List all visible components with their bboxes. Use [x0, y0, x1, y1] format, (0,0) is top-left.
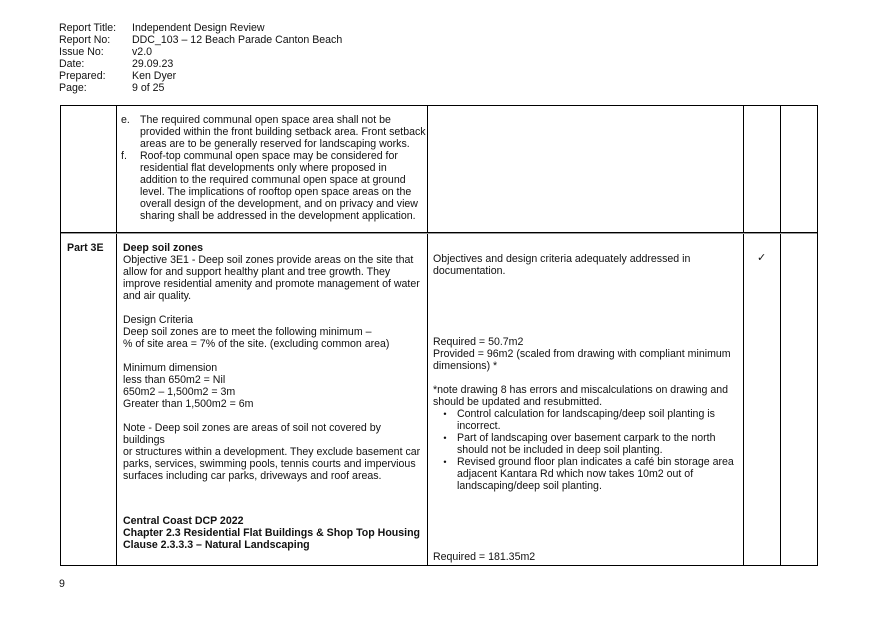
bullet-icon: •	[443, 433, 447, 443]
text-line: The required communal open space area shall not be	[140, 114, 391, 126]
bullet-text	[457, 408, 715, 432]
text-line: Clause 2.3.3.3 – Natural Landscaping	[123, 539, 310, 551]
page-number: 9	[59, 578, 65, 590]
text-line: Provided = 96m2 (scaled from drawing with compliant minimum	[433, 348, 731, 360]
text-line: Central Coast DCP 2022	[123, 515, 244, 527]
text-line: and air quality.	[123, 290, 192, 302]
text-line: Note - Deep soil zones are areas of soil not covered by buildings	[123, 422, 381, 446]
bullet-item	[433, 456, 738, 492]
header-label: Report No:	[59, 34, 111, 46]
list-item-text	[140, 150, 418, 222]
row-divider	[61, 232, 817, 234]
text-line: documentation.	[433, 265, 506, 277]
text-line: should be updated and resubmitted.	[433, 396, 603, 408]
text-line: Chapter 2.3 Residential Flat Buildings & Shop Top Housing	[123, 527, 421, 539]
list-item-e	[121, 114, 426, 150]
text-line: should not be included in deep soil planting.	[457, 444, 663, 456]
text-line: adjacent Kantara Rd which now takes 10m2 out of	[457, 468, 694, 480]
text-line: residential flat developments only where proposed in	[140, 162, 387, 174]
report-header	[59, 22, 342, 94]
bullet-item	[433, 432, 738, 456]
list-letter: e.	[121, 114, 130, 126]
text-line: Minimum dimension	[123, 362, 218, 374]
text-line: areas are to be generally reserved for landscaping works.	[140, 138, 410, 150]
text-line: level. The implications of rooftop open space areas on the	[140, 186, 412, 198]
text-line: Part of landscaping over basement carpark to the north	[457, 432, 716, 444]
column-divider	[427, 105, 428, 565]
text-line: sharing shall be addressed in the development application.	[140, 210, 416, 222]
column-divider	[743, 105, 744, 565]
text-line: Greater than 1,500m2 = 6m	[123, 398, 254, 410]
list-item-f	[121, 150, 426, 222]
text-line: Objective 3E1 - Deep soil zones provide areas on the site that	[123, 254, 414, 266]
text-line: or structures within a development. They exclude basement car	[123, 446, 421, 458]
text-line: improve residential amenity and promote management of water	[123, 278, 420, 290]
header-row-date	[59, 58, 342, 70]
header-label: Issue No:	[59, 46, 104, 58]
header-value: v2.0	[132, 46, 153, 58]
requirements-cell	[123, 242, 423, 482]
checkmark-icon: ✓	[757, 252, 767, 264]
bullet-text	[457, 432, 716, 456]
header-value: DDC_103 – 12 Beach Parade Canton Beach	[132, 34, 343, 46]
header-value: 29.09.23	[132, 58, 174, 70]
text-line: less than 650m2 = Nil	[123, 374, 226, 386]
text-line: dimensions) *	[433, 360, 498, 372]
text-line: Deep soil zones are to meet the following minimum –	[123, 326, 372, 338]
text-line: Control calculation for landscaping/deep soil planting is	[457, 408, 715, 420]
header-label: Date:	[59, 58, 85, 70]
dcp-reference	[123, 515, 423, 551]
text-line: landscaping/deep soil planting.	[457, 480, 602, 492]
header-value: Independent Design Review	[132, 22, 265, 34]
text-line: parks, services, swimming pools, tennis courts and impervious	[123, 458, 416, 470]
text-line: overall design of the development, and on privacy and view	[140, 198, 418, 210]
required-area-text: Required = 181.35m2	[433, 551, 536, 563]
header-row-page	[59, 82, 342, 94]
header-label: Page:	[59, 82, 87, 94]
review-table	[60, 105, 818, 566]
text-line: Objectives and design criteria adequately addressed in	[433, 253, 691, 265]
text-line: *note drawing 8 has errors and miscalculations on drawing and	[433, 384, 729, 396]
header-label: Report Title:	[59, 22, 117, 34]
part-label: Part 3E	[67, 242, 104, 254]
list-letter: f.	[121, 150, 127, 162]
header-row-report-no	[59, 34, 342, 46]
header-label: Prepared:	[59, 70, 106, 82]
text-line: provided within the front building setback area. Front setback	[140, 126, 426, 138]
list-item-text	[140, 114, 426, 150]
comments-cell	[433, 253, 738, 277]
header-row-prepared	[59, 70, 342, 82]
column-divider	[116, 105, 117, 565]
text-line: % of site area = 7% of the site. (excluding common area)	[123, 338, 390, 350]
ordered-list-continued	[121, 114, 426, 222]
text-line: allow for and support healthy plant and tree growth. They	[123, 266, 391, 278]
text-line: Design Criteria	[123, 314, 194, 326]
column-divider	[780, 105, 781, 565]
header-row-title	[59, 22, 342, 34]
header-row-issue-no	[59, 46, 342, 58]
bullet-icon: •	[443, 457, 447, 467]
text-line: 650m2 – 1,500m2 = 3m	[123, 386, 236, 398]
bullet-text	[457, 456, 734, 492]
header-value: Ken Dyer	[132, 70, 177, 82]
text-line: Required = 50.7m2	[433, 336, 524, 348]
bullet-icon: •	[443, 409, 447, 419]
text-line: Roof-top communal open space may be considered for	[140, 150, 398, 162]
text-line: incorrect.	[457, 420, 501, 432]
table-top-border	[61, 105, 817, 106]
text-line: Revised ground floor plan indicates a café bin storage area	[457, 456, 734, 468]
text-line: addition to the required communal open space at ground	[140, 174, 406, 186]
comments-requirements	[433, 336, 738, 492]
text-line: surfaces including car parks, driveways and roof areas.	[123, 470, 382, 482]
bullet-item	[433, 408, 738, 432]
section-heading: Deep soil zones	[123, 242, 204, 254]
header-value: 9 of 25	[132, 82, 165, 94]
